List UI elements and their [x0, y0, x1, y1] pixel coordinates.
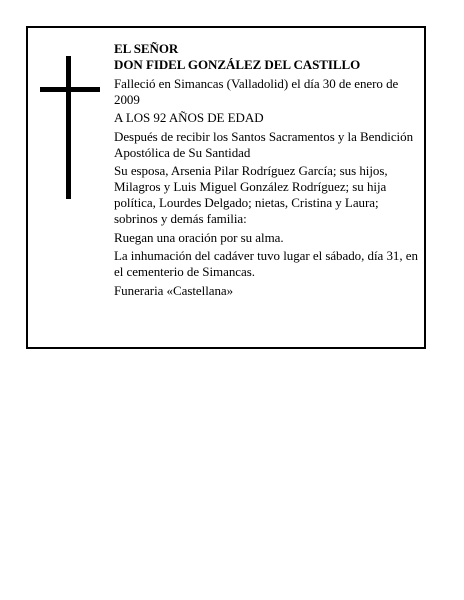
age-statement: A LOS 92 AÑOS DE EDAD: [114, 110, 264, 125]
cross-vertical-bar: [66, 56, 71, 199]
prayer-request: Ruegan una oración por su alma.: [114, 229, 284, 245]
burial-statement: La inhumación del cadáver tuvo lugar el sábado, día 31, en el cementerio de Simancas.: [114, 248, 418, 279]
honorific-title: EL SEÑOR: [114, 41, 179, 56]
obituary-text: [114, 41, 424, 301]
death-statement: Falleció en Simancas (Valladolid) el día 30 de enero de 2009: [114, 75, 399, 107]
family-statement: Su esposa, Arsenia Pilar Rodríguez García; sus hijos, Milagros y Luis Miguel González Rodríguez; su hija política, Lourdes Delgado; nietas, Cristina y Laura; sobrinos y demás familia:: [114, 163, 388, 226]
obituary-notice: [26, 26, 426, 349]
funeral-home: Funeraria «Castellana»: [114, 282, 234, 298]
cross-icon: [40, 56, 100, 199]
cross-horizontal-bar: [40, 87, 100, 92]
deceased-name: DON FIDEL GONZÁLEZ DEL CASTILLO: [114, 57, 361, 72]
sacraments-statement: Después de recibir los Santos Sacramentos y la Bendición Apostólica de Su Santidad: [114, 128, 414, 160]
